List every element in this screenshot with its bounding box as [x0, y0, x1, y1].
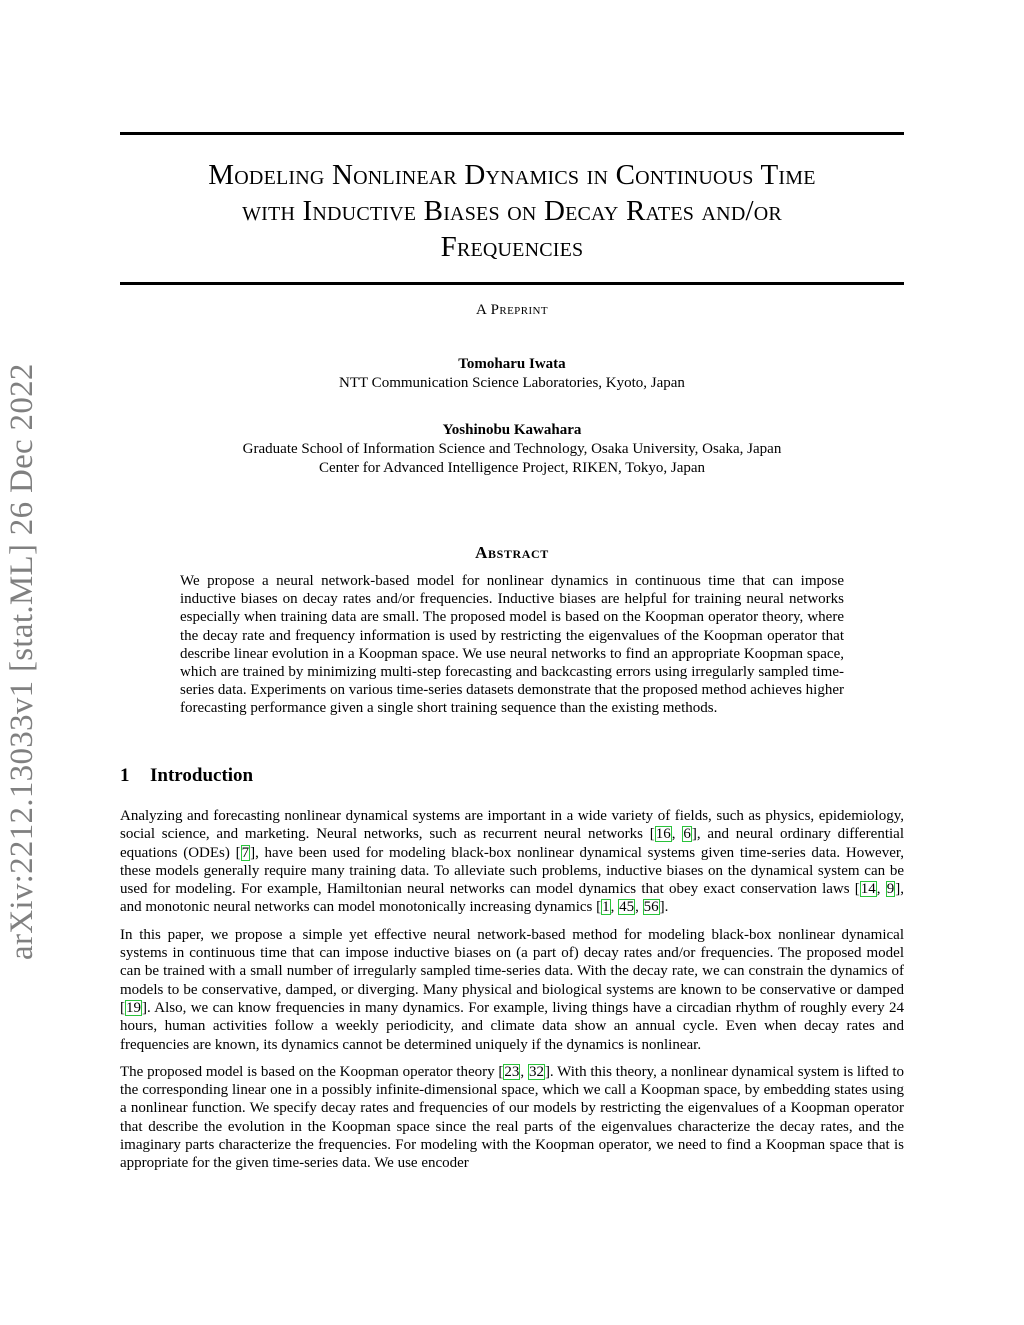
citation-link[interactable]: 6 — [683, 826, 691, 843]
paragraph: Analyzing and forecasting nonlinear dynamical systems are important in a wide variety of fields, such as physics, epidemiology, social science, and marketing. Neural networks, such as recurrent neural networks [16, 6], and neural ordinary differential equations (ODEs) [7], have been used for modeling black-box nonlinear dynamical systems given time-series data. However, these models generally require many training data. To alleviate such problems, inductive biases on the dynamical system can be used for modeling. For example, Hamiltonian neural networks can model dynamics that obey exact conservation laws [14, 9], and monotonic neural networks can model monotonically increasing dynamics [1, 45, 56]. — [120, 808, 905, 916]
citation-link[interactable]: 56 — [643, 899, 659, 916]
citation-link[interactable]: 32 — [528, 1063, 544, 1080]
preprint-label: A Preprint — [476, 302, 548, 318]
citation-link[interactable]: 9 — [886, 881, 895, 898]
author-name: Yoshinobu Kawahara — [442, 422, 582, 438]
citation-link[interactable]: 16 — [655, 826, 671, 843]
citation-link[interactable]: 7 — [241, 844, 250, 861]
section-number: 1 — [120, 765, 130, 786]
citation-link[interactable]: 19 — [126, 999, 141, 1016]
author-affiliation: Center for Advanced Intelligence Project, RIKEN, Tokyo, Japan — [318, 460, 706, 476]
paragraph: The proposed model is based on the Koopman operator theory [23, 32]. With this theory, a nonlinear dynamical system is lifted to the corresponding linear one in a possibly infinite-dimensional space, which we call a Koopman space, by embedding states using a nonlinear function. We specify decay rates and frequencies of our models by restricting the eigenvalues of a Koopman operator that describe the evolution in the Koopman space since the real parts of the eigenvalues characterize the decay rates, and the imaginary parts characterize the frequencies. For modeling with the Koopman operator, we need to find a Koopman space that is appropriate for the given time-series data. We use encoder — [120, 1063, 905, 1172]
abstract-text: We propose a neural network-based model for nonlinear dynamics in continuous time that can impose inductive biases on decay rates and/or frequencies. Inductive biases are helpful for training neural networks especially when training data are small. The proposed model is based on the Koopman operator theory, where the decay rate and frequency information is used by restricting the eigenvalues of the Koopman operator that describe linear evolution in a Koopman space. We use neural networks to find an appropriate Koopman space, which are trained by minimizing multi-step forecasting and backcasting errors using irregularly sampled time-series data. Experiments on various time-series datasets demonstrate that the proposed method achieves higher forecasting performance given a single short training sequence than the existing methods. — [180, 573, 844, 717]
section-body — [120, 807, 904, 1182]
citation-link[interactable]: 14 — [860, 881, 876, 898]
author-block — [120, 355, 904, 393]
author-block — [120, 421, 904, 478]
section-title: Introduction — [150, 765, 254, 786]
title-line-1: Modeling Nonlinear Dynamics in Continuous Time — [208, 159, 816, 191]
arxiv-identifier: arXiv:2212.13033v1 [stat.ML] 26 Dec 2022 — [4, 363, 40, 960]
paragraph: In this paper, we propose a simple yet effective neural network-based method for modeling black-box nonlinear dynamical systems in continuous time that can impose inductive biases on (a part of) decay rates and/or frequencies. The proposed model can be trained with a small number of irregularly sampled time-series data. With the decay rate, we can constrain the dynamics of models to be conservative, damped, or diverging. Many physical and biological systems are known to be conservative or damped [19]. Also, we can know frequencies in many dynamics. For example, living things have a circadian rhythm of roughly every 24 hours, human activities follow a weekly periodicity, and climate data show an annual cycle. Even when decay rates and frequencies are known, its dynamics cannot be determined uniquely if the dynamics is nonlinear. — [120, 926, 904, 1053]
title-top-rule — [120, 132, 904, 135]
paper-title — [120, 157, 904, 265]
author-affiliation: NTT Communication Science Laboratories, Kyoto, Japan — [339, 375, 685, 391]
author-affiliation: Graduate School of Information Science and Technology, Osaka University, Osaka, Japan — [242, 441, 782, 457]
citation-link[interactable]: 1 — [602, 899, 610, 916]
citation-link[interactable]: 45 — [619, 899, 635, 916]
title-bottom-rule — [120, 282, 904, 285]
abstract-heading: Abstract — [475, 543, 549, 562]
title-line-3: Frequencies — [440, 231, 584, 263]
author-name: Tomoharu Iwata — [458, 356, 566, 372]
section-heading — [120, 765, 253, 787]
title-line-2: with Inductive Biases on Decay Rates and/or — [242, 195, 782, 227]
citation-link[interactable]: 23 — [504, 1063, 520, 1080]
